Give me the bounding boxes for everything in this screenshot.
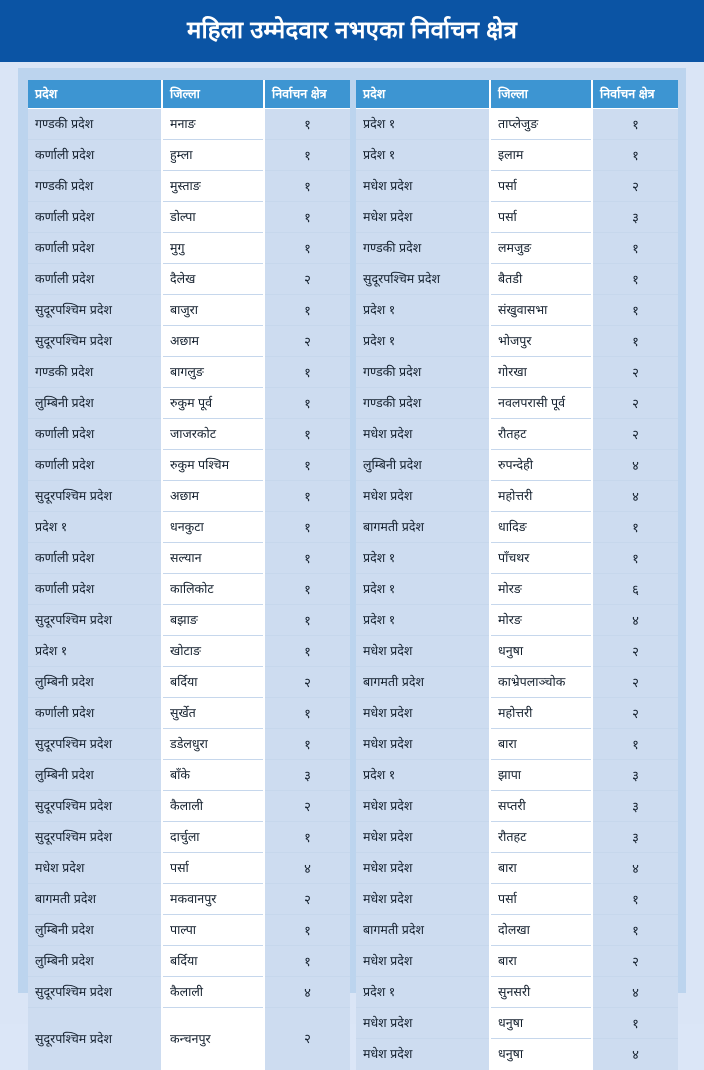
column-header-province: प्रदेश: [356, 80, 490, 109]
cell-province: प्रदेश १: [28, 512, 162, 543]
table-row: [356, 729, 678, 760]
cell-province: प्रदेश १: [356, 574, 490, 605]
cell-province: सुदूरपश्चिम प्रदेश: [28, 1008, 162, 1070]
cell-province: बागमती प्रदेश: [356, 512, 490, 543]
table-row: [28, 388, 350, 419]
cell-province: मधेश प्रदेश: [356, 419, 490, 450]
column-header-constituency: निर्वाचन क्षेत्र: [592, 80, 678, 109]
cell-province: मधेश प्रदेश: [356, 698, 490, 729]
cell-district: बझाङ: [162, 605, 264, 636]
tables-row: [28, 80, 676, 1062]
table-row: [356, 388, 678, 419]
cell-province: मधेश प्रदेश: [356, 636, 490, 667]
cell-district: संखुवासभा: [490, 295, 592, 326]
table-row: [28, 109, 350, 140]
table-row: [356, 915, 678, 946]
title-banner: [0, 0, 704, 62]
cell-constituency: ३: [592, 202, 678, 233]
cell-province: गण्डकी प्रदेश: [28, 109, 162, 140]
cell-district: झापा: [490, 760, 592, 791]
cell-district: सप्तरी: [490, 791, 592, 822]
cell-constituency: १: [264, 698, 350, 729]
cell-province: मधेश प्रदेश: [356, 1008, 490, 1039]
cell-district: कैलाली: [162, 977, 264, 1008]
cell-constituency: २: [264, 667, 350, 698]
cell-province: सुदूरपश्चिम प्रदेश: [28, 295, 162, 326]
cell-district: ताप्लेजुङ: [490, 109, 592, 140]
cell-constituency: १: [592, 109, 678, 140]
table-row: [28, 450, 350, 481]
table-row: [356, 450, 678, 481]
table-row: [356, 853, 678, 884]
cell-province: लुम्बिनी प्रदेश: [28, 946, 162, 977]
cell-province: गण्डकी प्रदेश: [356, 357, 490, 388]
cell-province: प्रदेश १: [356, 977, 490, 1008]
cell-district: मनाङ: [162, 109, 264, 140]
table-row: [28, 977, 350, 1008]
cell-constituency: ३: [264, 760, 350, 791]
cell-district: जाजरकोट: [162, 419, 264, 450]
cell-constituency: २: [592, 171, 678, 202]
cell-district: महोत्तरी: [490, 481, 592, 512]
cell-constituency: १: [264, 171, 350, 202]
cell-district: बैतडी: [490, 264, 592, 295]
cell-constituency: ४: [264, 977, 350, 1008]
table-row: [356, 140, 678, 171]
table-row: [356, 636, 678, 667]
cell-constituency: १: [264, 605, 350, 636]
table-row: [28, 357, 350, 388]
table-header-row: [28, 80, 350, 109]
table-row: [356, 171, 678, 202]
cell-constituency: ३: [592, 822, 678, 853]
cell-district: दार्चुला: [162, 822, 264, 853]
cell-province: कर्णाली प्रदेश: [28, 233, 162, 264]
cell-province: प्रदेश १: [356, 109, 490, 140]
cell-constituency: ६: [592, 574, 678, 605]
cell-constituency: १: [264, 419, 350, 450]
cell-province: कर्णाली प्रदेश: [28, 264, 162, 295]
cell-province: कर्णाली प्रदेश: [28, 543, 162, 574]
cell-district: बर्दिया: [162, 667, 264, 698]
cell-district: पर्सा: [162, 853, 264, 884]
cell-district: इलाम: [490, 140, 592, 171]
cell-district: डोल्पा: [162, 202, 264, 233]
column-header-district: जिल्ला: [490, 80, 592, 109]
cell-constituency: १: [264, 543, 350, 574]
table-row: [356, 481, 678, 512]
cell-province: मधेश प्रदेश: [28, 853, 162, 884]
cell-constituency: ४: [592, 977, 678, 1008]
cell-province: मधेश प्रदेश: [356, 1039, 490, 1070]
table-row: [28, 140, 350, 171]
cell-province: बागमती प्रदेश: [28, 884, 162, 915]
table-row: [28, 853, 350, 884]
cell-province: गण्डकी प्रदेश: [356, 233, 490, 264]
cell-constituency: १: [264, 574, 350, 605]
cell-district: रुकुम पूर्व: [162, 388, 264, 419]
cell-district: धनुषा: [490, 1039, 592, 1070]
table-row: [356, 326, 678, 357]
cell-district: काभ्रेपलाञ्चोक: [490, 667, 592, 698]
column-header-district: जिल्ला: [162, 80, 264, 109]
cell-constituency: १: [592, 884, 678, 915]
cell-constituency: २: [592, 357, 678, 388]
cell-constituency: १: [264, 822, 350, 853]
cell-constituency: ४: [592, 1039, 678, 1070]
cell-district: डडेलधुरा: [162, 729, 264, 760]
table-row: [356, 512, 678, 543]
cell-district: नवलपरासी पूर्व: [490, 388, 592, 419]
cell-constituency: १: [264, 388, 350, 419]
cell-constituency: १: [264, 946, 350, 977]
cell-district: दोलखा: [490, 915, 592, 946]
cell-district: मोरङ: [490, 605, 592, 636]
table-header-row: [356, 80, 678, 109]
table-row: [356, 884, 678, 915]
cell-district: रुकुम पश्चिम: [162, 450, 264, 481]
column-header-constituency: निर्वाचन क्षेत्र: [264, 80, 350, 109]
cell-district: रुपन्देही: [490, 450, 592, 481]
cell-province: कर्णाली प्रदेश: [28, 450, 162, 481]
cell-constituency: १: [264, 512, 350, 543]
cell-district: बारा: [490, 729, 592, 760]
cell-district: दैलेख: [162, 264, 264, 295]
page-title: महिला उम्मेदवार नभएका निर्वाचन क्षेत्र: [186, 17, 518, 44]
cell-district: भोजपुर: [490, 326, 592, 357]
cell-district: पर्सा: [490, 884, 592, 915]
cell-constituency: १: [592, 295, 678, 326]
cell-constituency: २: [264, 326, 350, 357]
cell-province: प्रदेश १: [356, 760, 490, 791]
table-row: [356, 419, 678, 450]
cell-constituency: १: [592, 729, 678, 760]
table-row: [28, 512, 350, 543]
cell-district: धनकुटा: [162, 512, 264, 543]
table-row: [28, 295, 350, 326]
table-row: [28, 419, 350, 450]
cell-district: खोटाङ: [162, 636, 264, 667]
table-row: [28, 760, 350, 791]
cell-constituency: २: [592, 667, 678, 698]
table-row: [356, 605, 678, 636]
cell-province: सुदूरपश्चिम प्रदेश: [356, 264, 490, 295]
table-row: [28, 543, 350, 574]
cell-province: प्रदेश १: [356, 543, 490, 574]
cell-province: कर्णाली प्रदेश: [28, 202, 162, 233]
cell-district: बर्दिया: [162, 946, 264, 977]
table-row: [28, 202, 350, 233]
cell-district: कैलाली: [162, 791, 264, 822]
cell-district: मकवानपुर: [162, 884, 264, 915]
cell-district: लमजुङ: [490, 233, 592, 264]
cell-district: धनुषा: [490, 636, 592, 667]
table-row: [356, 791, 678, 822]
cell-province: मधेश प्रदेश: [356, 729, 490, 760]
tables-panel: [18, 68, 686, 1062]
cell-district: रौतहट: [490, 822, 592, 853]
left-table-body: [28, 109, 350, 1070]
table-row: [28, 233, 350, 264]
cell-district: कन्चनपुर: [162, 1008, 264, 1070]
cell-district: बारा: [490, 946, 592, 977]
cell-province: सुदूरपश्चिम प्रदेश: [28, 605, 162, 636]
table-row: [28, 481, 350, 512]
cell-constituency: २: [592, 698, 678, 729]
table-row: [356, 667, 678, 698]
table-row: [356, 822, 678, 853]
cell-constituency: ३: [592, 760, 678, 791]
cell-constituency: १: [592, 1008, 678, 1039]
table-row: [356, 1039, 678, 1070]
cell-constituency: ४: [592, 481, 678, 512]
cell-district: सल्यान: [162, 543, 264, 574]
table-row: [28, 946, 350, 977]
table-row: [356, 109, 678, 140]
cell-province: लुम्बिनी प्रदेश: [28, 915, 162, 946]
cell-constituency: १: [592, 140, 678, 171]
right-table-body: [356, 109, 678, 1070]
cell-constituency: १: [592, 326, 678, 357]
cell-district: बाजुरा: [162, 295, 264, 326]
table-row: [356, 233, 678, 264]
cell-constituency: २: [264, 1008, 350, 1070]
cell-province: सुदूरपश्चिम प्रदेश: [28, 822, 162, 853]
cell-constituency: १: [592, 512, 678, 543]
cell-constituency: २: [592, 946, 678, 977]
cell-district: बागलुङ: [162, 357, 264, 388]
column-header-province: प्रदेश: [28, 80, 162, 109]
cell-constituency: १: [264, 202, 350, 233]
table-row: [28, 605, 350, 636]
cell-province: मधेश प्रदेश: [356, 946, 490, 977]
table-row: [356, 295, 678, 326]
table-row: [28, 667, 350, 698]
cell-district: सुर्खेत: [162, 698, 264, 729]
cell-district: मोरङ: [490, 574, 592, 605]
table-row: [28, 574, 350, 605]
table-row: [356, 264, 678, 295]
cell-province: सुदूरपश्चिम प्रदेश: [28, 326, 162, 357]
cell-constituency: ४: [592, 605, 678, 636]
cell-district: धादिङ: [490, 512, 592, 543]
cell-province: गण्डकी प्रदेश: [28, 357, 162, 388]
cell-constituency: १: [264, 450, 350, 481]
cell-constituency: २: [592, 388, 678, 419]
table-row: [28, 264, 350, 295]
cell-district: मुस्ताङ: [162, 171, 264, 202]
table-row: [356, 760, 678, 791]
cell-province: कर्णाली प्रदेश: [28, 419, 162, 450]
table-row: [356, 977, 678, 1008]
cell-constituency: १: [592, 233, 678, 264]
left-table: [28, 80, 350, 1070]
cell-province: मधेश प्रदेश: [356, 853, 490, 884]
cell-constituency: ४: [592, 450, 678, 481]
cell-district: धनुषा: [490, 1008, 592, 1039]
cell-constituency: १: [264, 729, 350, 760]
cell-district: पाँचथर: [490, 543, 592, 574]
cell-district: हुम्ला: [162, 140, 264, 171]
table-row: [28, 698, 350, 729]
table-row: [28, 729, 350, 760]
table-row: [356, 574, 678, 605]
cell-province: गण्डकी प्रदेश: [28, 171, 162, 202]
cell-constituency: १: [592, 543, 678, 574]
cell-province: मधेश प्रदेश: [356, 791, 490, 822]
cell-province: गण्डकी प्रदेश: [356, 388, 490, 419]
cell-constituency: २: [592, 636, 678, 667]
table-row: [28, 791, 350, 822]
table-row: [356, 1008, 678, 1039]
cell-district: महोत्तरी: [490, 698, 592, 729]
table-row: [28, 884, 350, 915]
cell-province: लुम्बिनी प्रदेश: [28, 667, 162, 698]
cell-district: सुनसरी: [490, 977, 592, 1008]
cell-province: मधेश प्रदेश: [356, 481, 490, 512]
cell-district: बारा: [490, 853, 592, 884]
cell-constituency: १: [264, 295, 350, 326]
table-row: [356, 698, 678, 729]
cell-province: लुम्बिनी प्रदेश: [356, 450, 490, 481]
cell-district: पाल्पा: [162, 915, 264, 946]
cell-district: पर्सा: [490, 171, 592, 202]
left-table-wrapper: [28, 80, 350, 1070]
cell-constituency: १: [264, 109, 350, 140]
cell-district: कालिकोट: [162, 574, 264, 605]
table-row: [28, 636, 350, 667]
cell-constituency: १: [264, 233, 350, 264]
cell-province: कर्णाली प्रदेश: [28, 698, 162, 729]
cell-province: सुदूरपश्चिम प्रदेश: [28, 729, 162, 760]
cell-district: अछाम: [162, 326, 264, 357]
cell-province: कर्णाली प्रदेश: [28, 140, 162, 171]
cell-constituency: १: [264, 357, 350, 388]
cell-constituency: २: [264, 791, 350, 822]
cell-province: बागमती प्रदेश: [356, 667, 490, 698]
cell-constituency: २: [264, 884, 350, 915]
cell-province: प्रदेश १: [356, 605, 490, 636]
table-row: [356, 202, 678, 233]
cell-province: लुम्बिनी प्रदेश: [28, 388, 162, 419]
right-table-wrapper: [356, 80, 678, 1070]
cell-province: सुदूरपश्चिम प्रदेश: [28, 791, 162, 822]
left-table-head: [28, 80, 350, 109]
cell-province: मधेश प्रदेश: [356, 171, 490, 202]
cell-province: सुदूरपश्चिम प्रदेश: [28, 481, 162, 512]
cell-province: प्रदेश १: [356, 140, 490, 171]
cell-district: मुगु: [162, 233, 264, 264]
cell-province: मधेश प्रदेश: [356, 822, 490, 853]
cell-province: मधेश प्रदेश: [356, 202, 490, 233]
cell-district: पर्सा: [490, 202, 592, 233]
table-row: [28, 822, 350, 853]
cell-province: सुदूरपश्चिम प्रदेश: [28, 977, 162, 1008]
right-table: [356, 80, 678, 1070]
cell-province: लुम्बिनी प्रदेश: [28, 760, 162, 791]
cell-province: प्रदेश १: [356, 326, 490, 357]
cell-constituency: १: [264, 636, 350, 667]
cell-constituency: १: [264, 915, 350, 946]
table-row: [356, 946, 678, 977]
cell-province: कर्णाली प्रदेश: [28, 574, 162, 605]
cell-constituency: १: [264, 140, 350, 171]
table-row: [28, 171, 350, 202]
cell-province: बागमती प्रदेश: [356, 915, 490, 946]
cell-province: मधेश प्रदेश: [356, 884, 490, 915]
cell-constituency: ४: [592, 853, 678, 884]
table-row: [356, 357, 678, 388]
right-table-head: [356, 80, 678, 109]
cell-constituency: २: [592, 419, 678, 450]
cell-district: रौतहट: [490, 419, 592, 450]
table-row: [356, 543, 678, 574]
cell-constituency: १: [264, 481, 350, 512]
cell-province: प्रदेश १: [356, 295, 490, 326]
cell-constituency: १: [592, 264, 678, 295]
table-row: [28, 1008, 350, 1070]
cell-district: अछाम: [162, 481, 264, 512]
cell-constituency: ४: [264, 853, 350, 884]
table-row: [28, 915, 350, 946]
cell-constituency: ३: [592, 791, 678, 822]
table-row: [28, 326, 350, 357]
cell-district: गोरखा: [490, 357, 592, 388]
cell-constituency: २: [264, 264, 350, 295]
cell-province: प्रदेश १: [28, 636, 162, 667]
cell-constituency: १: [592, 915, 678, 946]
cell-district: बाँके: [162, 760, 264, 791]
